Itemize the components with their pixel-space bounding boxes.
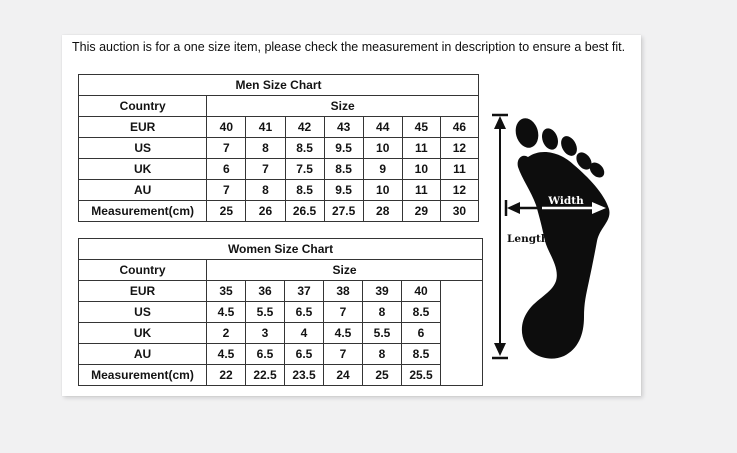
size-cell: 8.5	[402, 344, 441, 365]
row-label: EUR	[79, 281, 207, 302]
size-cell: 25	[207, 201, 246, 222]
size-header: Size	[207, 96, 479, 117]
size-cell: 12	[440, 138, 478, 159]
size-cell: 25	[363, 365, 402, 386]
size-cell: 6	[402, 323, 441, 344]
size-cell: 40	[207, 117, 246, 138]
size-cell: 9.5	[324, 180, 363, 201]
size-cell: 41	[246, 117, 285, 138]
table-row	[79, 323, 483, 344]
size-cell: 7	[324, 344, 363, 365]
table-row	[79, 138, 479, 159]
women-chart-title: Women Size Chart	[79, 239, 483, 260]
size-cell: 3	[246, 323, 285, 344]
women-chart-header-row	[79, 260, 483, 281]
men-chart-header-row	[79, 96, 479, 117]
size-cell: 11	[402, 138, 440, 159]
size-cell: 8.5	[285, 138, 324, 159]
table-row	[79, 281, 483, 302]
row-label: AU	[79, 180, 207, 201]
size-cell: 4.5	[324, 323, 363, 344]
size-cell: 4	[285, 323, 324, 344]
size-cell: 7	[207, 138, 246, 159]
size-cell: 12	[440, 180, 478, 201]
size-cell: 8.5	[285, 180, 324, 201]
row-label: Measurement(cm)	[79, 365, 207, 386]
size-cell: 10	[363, 138, 402, 159]
women-chart-title-row	[79, 239, 483, 260]
size-cell: 23.5	[285, 365, 324, 386]
size-cell: 25.5	[402, 365, 441, 386]
foot-measurement-diagram	[482, 105, 642, 377]
size-cell: 27.5	[324, 201, 363, 222]
size-cell: 42	[285, 117, 324, 138]
row-label: US	[79, 302, 207, 323]
empty-size-cell	[441, 281, 483, 386]
size-cell: 43	[324, 117, 363, 138]
size-cell: 11	[402, 180, 440, 201]
content-panel	[62, 35, 641, 396]
size-cell: 7.5	[285, 159, 324, 180]
size-cell: 7	[324, 302, 363, 323]
size-cell: 6.5	[285, 302, 324, 323]
size-cell: 45	[402, 117, 440, 138]
size-cell: 4.5	[207, 302, 246, 323]
size-cell: 24	[324, 365, 363, 386]
width-label: Width	[548, 195, 584, 207]
row-label: AU	[79, 344, 207, 365]
men-size-chart-table	[78, 74, 479, 222]
row-label: Measurement(cm)	[79, 201, 207, 222]
size-cell: 8.5	[402, 302, 441, 323]
size-cell: 8	[363, 302, 402, 323]
table-row	[79, 180, 479, 201]
size-cell: 10	[363, 180, 402, 201]
size-cell: 5.5	[363, 323, 402, 344]
size-cell: 38	[324, 281, 363, 302]
row-label: UK	[79, 323, 207, 344]
size-cell: 8.5	[324, 159, 363, 180]
size-cell: 7	[207, 180, 246, 201]
length-arrow-icon	[492, 115, 508, 358]
size-cell: 29	[402, 201, 440, 222]
size-cell: 30	[440, 201, 478, 222]
size-cell: 2	[207, 323, 246, 344]
size-cell: 11	[440, 159, 478, 180]
size-cell: 8	[246, 180, 285, 201]
size-cell: 26	[246, 201, 285, 222]
size-cell: 35	[207, 281, 246, 302]
size-cell: 6	[207, 159, 246, 180]
size-cell: 46	[440, 117, 478, 138]
size-cell: 28	[363, 201, 402, 222]
table-row	[79, 201, 479, 222]
size-cell: 10	[402, 159, 440, 180]
size-cell: 37	[285, 281, 324, 302]
row-label: US	[79, 138, 207, 159]
country-header: Country	[79, 96, 207, 117]
footprint-icon	[482, 105, 642, 377]
table-row	[79, 344, 483, 365]
country-header: Country	[79, 260, 207, 281]
size-cell: 40	[402, 281, 441, 302]
table-row	[79, 159, 479, 180]
row-label: UK	[79, 159, 207, 180]
men-chart-title-row	[79, 75, 479, 96]
size-cell: 36	[246, 281, 285, 302]
table-row	[79, 302, 483, 323]
size-cell: 4.5	[207, 344, 246, 365]
size-cell: 8	[363, 344, 402, 365]
size-cell: 9.5	[324, 138, 363, 159]
women-size-chart-table	[78, 238, 483, 386]
size-cell: 6.5	[246, 344, 285, 365]
length-label: Length	[507, 233, 549, 245]
size-cell: 7	[246, 159, 285, 180]
size-cell: 26.5	[285, 201, 324, 222]
size-header: Size	[207, 260, 483, 281]
size-cell: 44	[363, 117, 402, 138]
men-chart-title: Men Size Chart	[79, 75, 479, 96]
table-row	[79, 365, 483, 386]
auction-notice: This auction is for a one size item, please check the measurement in description to ensure a best fit.	[72, 40, 626, 54]
size-cell: 39	[363, 281, 402, 302]
row-label: EUR	[79, 117, 207, 138]
size-cell: 22	[207, 365, 246, 386]
size-cell: 22.5	[246, 365, 285, 386]
size-cell: 6.5	[285, 344, 324, 365]
size-cell: 9	[363, 159, 402, 180]
size-cell: 8	[246, 138, 285, 159]
table-row	[79, 117, 479, 138]
size-cell: 5.5	[246, 302, 285, 323]
